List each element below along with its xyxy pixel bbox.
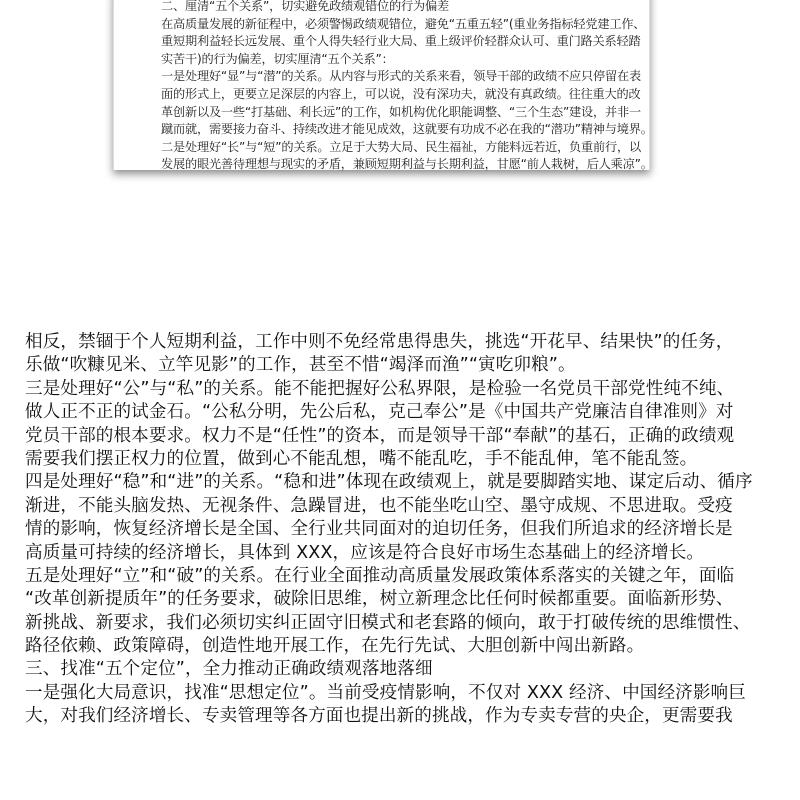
- paragraph-line: 情的影响，恢复经济增长是全国、全行业共同面对的迫切任务，但我们所追求的经济增长是: [25, 519, 733, 540]
- paragraph-line: 做人正不正的试金石。“公私分明，先公后私，克己奉公”是《中国共产党廉洁自律准则》对: [25, 402, 734, 423]
- preview-text-line: 实苦干)的行为偏差，切实厘清“五个关系”：: [161, 51, 394, 66]
- paragraph-line: 乐做“吹糠见米、立竿见影”的工作，甚至不惜“竭泽而渔”“寅吃卯粮”。: [25, 355, 576, 376]
- preview-text-line: 革创新以及一些“打基础、利长远”的工作，如机构优化职能调整、“三个生态”建设，并非一: [161, 104, 641, 119]
- paragraph-line: 相反，禁锢于个人短期利益，工作中则不免经常患得患失，挑选“开花早、结果快”的任务，: [25, 332, 734, 352]
- preview-text-line: 面的形式上，更要立足深层的内容上，可以说，没有深功夫，就没有真政绩。往往重大的改: [161, 86, 641, 101]
- preview-text-line: 蹴而就，需要接力奋斗、持续改进才能见成效，这就要有功成不必在我的“潜功”精神与境界。: [161, 122, 653, 137]
- paragraph-line: 高质量可持续的经济增长，具体到 XXX，应该是符合良好市场生态基础上的经济增长。: [25, 542, 705, 563]
- paragraph-line: 路径依赖、政策障碍，创造性地开展工作，在先行先试、大胆创新中闯出新路。: [25, 636, 645, 657]
- paragraph-line: 三是处理好“公”与“私”的关系。能不能把握好公私界限，是检验一名党员干部党性纯不纯、: [25, 378, 735, 399]
- document-preview-card: [113, 0, 653, 172]
- preview-text: [161, 0, 653, 174]
- preview-text-line: 二、厘清“五个关系”，切实避免政绩观错位的行为偏差: [161, 0, 449, 13]
- paragraph-line: 党员干部的根本要求。权力不是“任性”的资本，而是领导干部“奉献”的基石，正确的政绩观: [25, 425, 735, 446]
- paragraph-line: 三、找准“五个定位”，全力推动正确政绩观落地落细: [25, 659, 433, 680]
- paragraph-line: 一是强化大局意识，找准“思想定位”。当前受疫情影响，不仅对 XXX 经济、中国经济影响巨: [25, 682, 746, 703]
- preview-text-line: 发展的眼光善待理想与现实的矛盾，兼顾短期利益与长期利益，甘愿“前人栽树，后人乘凉”。: [161, 157, 653, 172]
- preview-text-line: 一是处理好“显”与“潜”的关系。从内容与形式的关系来看，领导干部的政绩不应只停留在表: [161, 69, 641, 84]
- preview-text-line: 重短期利益轻长远发展、重个人得失轻行业大局、重上级评价轻群众认可、重门路关系轻踏: [161, 34, 641, 49]
- paragraph-line: 四是处理好“稳”和“进”的关系。“稳和进”体现在政绩观上，就是要脚踏实地、谋定后动、循序: [25, 472, 753, 493]
- paragraph-line: “改革创新提质年”的任务要求，破除旧思维，树立新理念比任何时候都重要。面临新形势、: [25, 589, 734, 610]
- paragraph-line: 大，对我们经济增长、专卖管理等各方面也提出新的挑战，作为专卖专营的央企，更需要我: [25, 706, 733, 727]
- paragraph-line: 需要我们摆正权力的位置，做到心不能乱想，嘴不能乱吃，手不能乱伸，笔不能乱签。: [25, 448, 698, 469]
- document-body: [25, 331, 785, 729]
- preview-text-line: 在高质量发展的新征程中，必须警惕政绩观错位，避免“五重五轻”(重业务指标轻党建工作、: [161, 16, 646, 31]
- paragraph-line: 五是处理好“立”和“破”的关系。在行业全面推动高质量发展政策体系落实的关键之年，面临: [25, 565, 735, 586]
- paragraph-line: 新挑战、新要求，我们必须切实纠正固守旧模式和老套路的倾向，敢于打破传统的思维惯性、: [25, 612, 751, 633]
- preview-text-line: 二是处理好“长”与“短”的关系。立足于大势大局、民生福祉，方能料远若近，负重前行，以: [161, 139, 641, 154]
- paragraph-line: 渐进，不能头脑发热、无视条件、急躁冒进，也不能坐吃山空、墨守成规、不思进取。受疫: [25, 495, 733, 516]
